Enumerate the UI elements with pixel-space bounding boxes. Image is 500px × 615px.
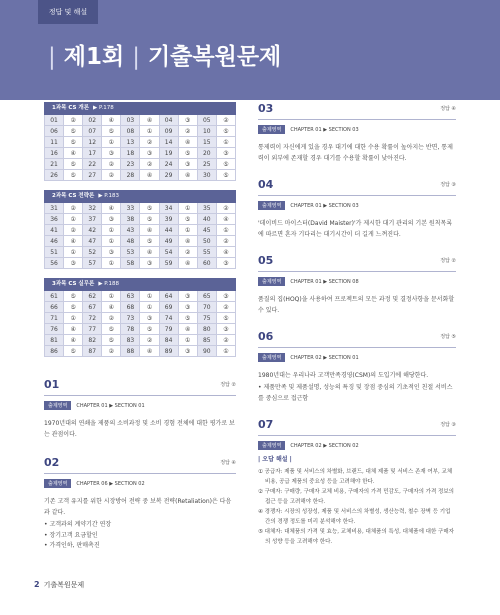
answer-cell: ②: [217, 302, 236, 313]
answer-row: [45, 247, 236, 258]
question-number-cell: 81: [45, 335, 64, 346]
answer-row: [45, 203, 236, 214]
answer-cell: ③: [140, 148, 159, 159]
answer-cell: ②: [217, 203, 236, 214]
source-section: CHAPTER 01 ▶ SECTION 08: [290, 278, 359, 285]
list-item: ① 공급자: 제품 및 서비스의 차별화, 브랜드, 대체 제품 및 서비스 존재 여부, 교체비용, 공급 제품의 중요성 등을 고려해야 한다.: [258, 469, 453, 485]
answer-grid: [44, 203, 236, 269]
answer-cell: ①: [217, 225, 236, 236]
question-number-cell: 51: [45, 247, 64, 258]
answer-block-header: [44, 190, 236, 203]
question-number-cell: 57: [83, 258, 102, 269]
question-number-cell: 53: [121, 247, 140, 258]
answer-cell: ①: [217, 346, 236, 357]
answer-row: [45, 137, 236, 148]
question-number-cell: 18: [121, 148, 140, 159]
source-section: CHAPTER 01 ▶ SECTION 03: [290, 202, 359, 209]
question-number-cell: 82: [83, 335, 102, 346]
answer-cell: ②: [179, 126, 198, 137]
question-number-cell: 42: [83, 225, 102, 236]
answer-cell: ②: [140, 159, 159, 170]
answer-cell: ④: [64, 148, 83, 159]
question-number-cell: 35: [198, 203, 217, 214]
question-number-cell: 63: [121, 291, 140, 302]
answer-cell: ④: [179, 137, 198, 148]
answer-cell: ④: [179, 258, 198, 269]
divider: [44, 473, 236, 474]
header-tag: 정답 및 해설: [38, 0, 98, 24]
question-number-cell: 22: [83, 159, 102, 170]
answer-cell: ③: [179, 291, 198, 302]
question-number-cell: 30: [198, 170, 217, 181]
answer-row: [45, 225, 236, 236]
question-number-cell: 50: [198, 236, 217, 247]
answer-block-page: ▶ P.178: [93, 105, 114, 111]
source-section: CHAPTER 01 ▶ SECTION 03: [290, 126, 359, 133]
wrong-answer-explanation: [258, 454, 456, 547]
question-number-cell: 12: [83, 137, 102, 148]
question-number-cell: 75: [198, 313, 217, 324]
answer-cell: ③: [217, 324, 236, 335]
question-number-cell: 36: [45, 214, 64, 225]
question-source: [258, 277, 456, 286]
answer-cell: ①: [102, 236, 121, 247]
divider: [258, 119, 456, 120]
question-number-cell: 64: [160, 291, 179, 302]
page-title: [40, 38, 281, 71]
answer-cell: ④: [140, 170, 159, 181]
question-number-cell: 74: [160, 313, 179, 324]
question-number-cell: 31: [45, 203, 64, 214]
title-name: 기출복원문제: [147, 44, 282, 70]
list-item: ② 구매자: 구매량, 구매자 교체 비용, 구매자의 가격 민감도, 구매자의 가격 정보의 접근 등을 고려해야 한다.: [258, 489, 454, 505]
question-answer: 정답 ④: [440, 106, 456, 112]
question-number-cell: 49: [160, 236, 179, 247]
answer-cell: ②: [217, 115, 236, 126]
answer-cell: ④: [140, 346, 159, 357]
question-number-cell: 33: [121, 203, 140, 214]
question-source: [258, 441, 456, 450]
answer-cell: ①: [179, 203, 198, 214]
answer-cell: ②: [64, 115, 83, 126]
question-number-cell: 01: [45, 115, 64, 126]
source-tag: 출제영역: [258, 441, 285, 450]
wrong-answer-title: | 오답 해설 |: [258, 456, 292, 463]
answer-block: [44, 190, 236, 269]
answer-cell: ⑤: [217, 170, 236, 181]
question-answer: 정답 ②: [440, 258, 456, 264]
question-number: 04: [258, 178, 274, 191]
answer-cell: ③: [102, 247, 121, 258]
question-06: [258, 330, 456, 404]
page-header: [0, 0, 500, 100]
answer-block-page: ▶ P.183: [98, 193, 120, 199]
answer-cell: ⑤: [140, 203, 159, 214]
question-answer: 정답 ③: [440, 422, 456, 428]
question-number-cell: 54: [160, 247, 179, 258]
answer-cell: ①: [140, 126, 159, 137]
question-number-cell: 16: [45, 148, 64, 159]
answer-row: [45, 126, 236, 137]
answer-cell: ④: [64, 335, 83, 346]
list-item: • 제품만족 및 제품설명, 성능의 특징 및 장점 중심의 기초적인 친절 서비스를 중심으로 접근함: [258, 384, 453, 402]
question-number-cell: 84: [160, 335, 179, 346]
question-number-cell: 61: [45, 291, 64, 302]
source-tag: 출제영역: [258, 353, 285, 362]
answer-row: [45, 346, 236, 357]
list-item: • 장기고객 요금할인: [44, 531, 98, 539]
answer-cell: ③: [102, 214, 121, 225]
answer-row: [45, 324, 236, 335]
divider: [258, 195, 456, 196]
question-number-cell: 48: [121, 236, 140, 247]
page-number: 2: [34, 580, 40, 589]
question-number-cell: 68: [121, 302, 140, 313]
answer-cell: ②: [217, 236, 236, 247]
answer-cell: ⑤: [179, 313, 198, 324]
question-number-cell: 88: [121, 346, 140, 357]
question-answer: 정답 ③: [440, 182, 456, 188]
question-number-cell: 60: [198, 258, 217, 269]
answer-block-title: 1과목 CS 개론: [52, 105, 90, 111]
question-number-cell: 03: [121, 115, 140, 126]
source-section: CHAPTER 02 ▶ SECTION 01: [290, 354, 359, 361]
question-number-cell: 83: [121, 335, 140, 346]
answer-cell: ⑤: [102, 335, 121, 346]
question-number-cell: 46: [45, 236, 64, 247]
source-tag: 출제영역: [44, 479, 71, 488]
question-number-cell: 71: [45, 313, 64, 324]
answer-cell: ④: [102, 302, 121, 313]
question-number-cell: 86: [45, 346, 64, 357]
question-source: [258, 125, 456, 134]
answer-cell: ⑤: [64, 302, 83, 313]
question-explanation: 기존 고객 유지를 위한 시장방어 전략 중 보복 전략(Retaliation)은 다음과 같다.: [44, 498, 232, 516]
list-item: ⑤ 대체자: 대체품의 가격 및 효능, 교체비용, 대체품의 특성, 대체품에 대한 구매자의 성향 등을 고려해야 한다.: [258, 529, 454, 545]
question-number-cell: 73: [121, 313, 140, 324]
question-number-cell: 28: [121, 170, 140, 181]
question-explanation: '데이비드 마이스터(David Maister)'가 제시한 대기 관리의 기본 원칙목록에 따르면 혼자 기다리는 대기시간이 더 길게 느껴진다.: [258, 220, 453, 238]
answer-row: [45, 148, 236, 159]
source-tag: 출제영역: [258, 201, 285, 210]
source-section: CHAPTER 02 ▶ SECTION 02: [290, 442, 359, 449]
answer-cell: ①: [64, 247, 83, 258]
question-number-cell: 07: [83, 126, 102, 137]
source-tag: 출제영역: [258, 277, 285, 286]
question-number-cell: 66: [45, 302, 64, 313]
question-04: [258, 178, 456, 240]
answer-cell: ①: [102, 258, 121, 269]
question-answer: 정답 ⑤: [440, 334, 456, 340]
question-05: [258, 254, 456, 316]
question-number-cell: 87: [83, 346, 102, 357]
bullet-list: [258, 383, 456, 404]
title-round: 제1회: [63, 44, 125, 70]
page-footer: [34, 580, 84, 590]
answer-row: [45, 159, 236, 170]
answer-block-page: ▶ P.188: [98, 281, 120, 287]
source-tag: 출제영역: [44, 401, 71, 410]
question-number-cell: 02: [83, 115, 102, 126]
answer-cell: ③: [217, 148, 236, 159]
title-separator: |: [48, 44, 56, 70]
answer-cell: ⑤: [179, 214, 198, 225]
question-number: 01: [44, 378, 60, 391]
answer-cell: ⑤: [64, 346, 83, 357]
question-number-cell: 25: [198, 159, 217, 170]
answer-cell: ④: [64, 236, 83, 247]
question-number-cell: 72: [83, 313, 102, 324]
question-number-cell: 45: [198, 225, 217, 236]
question-number-cell: 62: [83, 291, 102, 302]
question-number-cell: 56: [45, 258, 64, 269]
question-number-cell: 20: [198, 148, 217, 159]
answer-cell: ④: [217, 214, 236, 225]
divider: [44, 395, 236, 396]
question-number-cell: 14: [160, 137, 179, 148]
question-number-cell: 40: [198, 214, 217, 225]
answer-cell: ③: [179, 302, 198, 313]
question-explanation: 1980년대는 우리나라 고객만족경영(CSM)의 도입기에 해당한다.: [258, 372, 429, 379]
list-item: • 고객과의 계약기간 연장: [44, 521, 112, 528]
question-number-cell: 67: [83, 302, 102, 313]
answer-row: [45, 291, 236, 302]
answer-grid: [44, 115, 236, 181]
answer-cell: ①: [140, 302, 159, 313]
question-number-cell: 17: [83, 148, 102, 159]
answer-block-header: [44, 278, 236, 291]
question-number-cell: 47: [83, 236, 102, 247]
question-number: 07: [258, 418, 274, 431]
question-number-cell: 11: [45, 137, 64, 148]
question-source: [44, 479, 236, 488]
answer-cell: ④: [140, 115, 159, 126]
question-source: [44, 401, 236, 410]
question-01: [44, 378, 236, 440]
source-section: CHAPTER 01 ▶ SECTION 01: [76, 402, 145, 409]
question-07: [258, 418, 456, 450]
answer-row: [45, 170, 236, 181]
question-number-cell: 55: [198, 247, 217, 258]
answer-cell: ⑤: [64, 159, 83, 170]
answer-cell: ①: [102, 225, 121, 236]
question-number-cell: 59: [160, 258, 179, 269]
answer-row: [45, 335, 236, 346]
answer-row: [45, 258, 236, 269]
question-number-cell: 06: [45, 126, 64, 137]
answer-cell: ①: [64, 313, 83, 324]
answer-cell: ⑤: [64, 291, 83, 302]
question-number: 05: [258, 254, 274, 267]
answer-cell: ③: [217, 291, 236, 302]
question-number-cell: 65: [198, 291, 217, 302]
answer-cell: ⑤: [140, 324, 159, 335]
answer-block-title: 2과목 CS 전략론: [52, 193, 95, 199]
bullet-list: [44, 520, 236, 552]
answer-row: [45, 313, 236, 324]
answer-grid: [44, 291, 236, 357]
answer-block: [44, 102, 236, 181]
answer-cell: ①: [217, 137, 236, 148]
source-tag: 출제영역: [258, 125, 285, 134]
answer-cell: ④: [140, 225, 159, 236]
answer-cell: ②: [102, 346, 121, 357]
question-explanation: 1970년대의 연쇄을 제품의 소비과정 및 소비 경험 전체에 대한 평가로 보는 관점이다.: [44, 420, 235, 438]
answer-cell: ②: [217, 335, 236, 346]
question-number-cell: 19: [160, 148, 179, 159]
answer-cell: ⑤: [217, 313, 236, 324]
answer-cell: ⑤: [179, 148, 198, 159]
answer-cell: ③: [179, 159, 198, 170]
question-number-cell: 78: [121, 324, 140, 335]
answer-cell: ④: [64, 324, 83, 335]
answer-row: [45, 214, 236, 225]
question-number: 06: [258, 330, 274, 343]
answer-block: [44, 278, 236, 357]
question-explanation: 통제력이 자신에게 있을 경우 대기에 대한 수용 확률이 높아지는 반면, 통제력이 외부에 존재할 경우 대기를 수용할 확률이 낮아진다.: [258, 144, 453, 162]
answer-cell: ④: [102, 115, 121, 126]
answer-cell: ④: [179, 324, 198, 335]
answer-cell: ②: [64, 225, 83, 236]
answer-cell: ①: [102, 137, 121, 148]
question-number-cell: 04: [160, 115, 179, 126]
question-number: 02: [44, 456, 60, 469]
question-number-cell: 24: [160, 159, 179, 170]
answer-cell: ②: [64, 203, 83, 214]
question-number-cell: 90: [198, 346, 217, 357]
answer-row: [45, 115, 236, 126]
answer-block-header: [44, 102, 236, 115]
answer-cell: ⑤: [140, 236, 159, 247]
question-number-cell: 09: [160, 126, 179, 137]
answer-cell: ②: [102, 170, 121, 181]
answer-cell: ③: [102, 148, 121, 159]
question-number-cell: 32: [83, 203, 102, 214]
answer-block-title: 3과목 CS 실무론: [52, 281, 95, 287]
answer-cell: ②: [140, 137, 159, 148]
question-number-cell: 27: [83, 170, 102, 181]
question-answer: 정답 ②: [220, 382, 236, 388]
question-number-cell: 44: [160, 225, 179, 236]
answer-cell: ⑤: [102, 324, 121, 335]
divider: [258, 347, 456, 348]
answer-cell: ⑤: [64, 126, 83, 137]
question-number-cell: 29: [160, 170, 179, 181]
answer-cell: ③: [140, 313, 159, 324]
question-answer: 정답 ④: [220, 460, 236, 466]
answer-cell: ④: [179, 170, 198, 181]
answer-cell: ③: [179, 115, 198, 126]
question-number: 03: [258, 102, 274, 115]
question-number-cell: 23: [121, 159, 140, 170]
answer-cell: ④: [140, 247, 159, 258]
answer-cell: ①: [179, 335, 198, 346]
question-number-cell: 79: [160, 324, 179, 335]
question-explanation: 품질의 집(HOQ)을 사용하여 프로젝트의 모든 과정 및 결정사항을 문서화할 수 있다.: [258, 296, 455, 314]
answer-cell: ⑤: [217, 126, 236, 137]
question-number-cell: 05: [198, 115, 217, 126]
list-item: ④ 경쟁자: 시장의 성장성, 제품 및 서비스의 차별성, 생산능력, 철수 장벽 등 기업 간의 경쟁 정도를 미리 분석해야 한다.: [258, 509, 451, 525]
question-number-cell: 13: [121, 137, 140, 148]
answer-cell: ②: [179, 247, 198, 258]
answer-cell: ⑤: [140, 214, 159, 225]
question-source: [258, 201, 456, 210]
answer-cell: ④: [217, 247, 236, 258]
question-number-cell: 58: [121, 258, 140, 269]
question-number-cell: 21: [45, 159, 64, 170]
question-number-cell: 52: [83, 247, 102, 258]
answer-cell: ⑤: [64, 170, 83, 181]
question-number-cell: 41: [45, 225, 64, 236]
answer-cell: ⑤: [102, 126, 121, 137]
answer-cell: ③: [140, 258, 159, 269]
answer-cell: ①: [102, 291, 121, 302]
question-number-cell: 70: [198, 302, 217, 313]
question-number-cell: 38: [121, 214, 140, 225]
question-number-cell: 43: [121, 225, 140, 236]
answer-cell: ①: [179, 225, 198, 236]
answer-row: [45, 236, 236, 247]
question-number-cell: 80: [198, 324, 217, 335]
footer-label: 기출복원문제: [43, 581, 85, 589]
title-separator: |: [132, 44, 140, 70]
question-number-cell: 26: [45, 170, 64, 181]
divider: [258, 435, 456, 436]
answer-cell: ⑤: [217, 159, 236, 170]
answer-cell: ①: [140, 291, 159, 302]
question-number-cell: 34: [160, 203, 179, 214]
question-number-cell: 08: [121, 126, 140, 137]
question-number-cell: 85: [198, 335, 217, 346]
question-number-cell: 37: [83, 214, 102, 225]
list-item: • 가격인하, 판매촉진: [44, 542, 100, 549]
question-number-cell: 69: [160, 302, 179, 313]
question-02: [44, 456, 236, 552]
question-03: [258, 102, 456, 164]
answer-cell: ③: [217, 258, 236, 269]
question-number-cell: 89: [160, 346, 179, 357]
answer-cell: ⑤: [64, 137, 83, 148]
answer-cell: ②: [102, 159, 121, 170]
question-source: [258, 353, 456, 362]
answer-cell: ④: [102, 203, 121, 214]
question-number-cell: 76: [45, 324, 64, 335]
question-number-cell: 77: [83, 324, 102, 335]
divider: [258, 271, 456, 272]
answer-row: [45, 302, 236, 313]
answer-cell: ③: [179, 346, 198, 357]
question-number-cell: 10: [198, 126, 217, 137]
source-section: CHAPTER 06 ▶ SECTION 02: [76, 480, 145, 487]
answer-cell: ②: [102, 313, 121, 324]
question-number-cell: 39: [160, 214, 179, 225]
answer-cell: ③: [64, 258, 83, 269]
answer-cell: ①: [64, 214, 83, 225]
wrong-answer-list: [258, 467, 456, 547]
question-number-cell: 15: [198, 137, 217, 148]
answer-cell: ④: [179, 236, 198, 247]
answer-cell: ②: [140, 335, 159, 346]
